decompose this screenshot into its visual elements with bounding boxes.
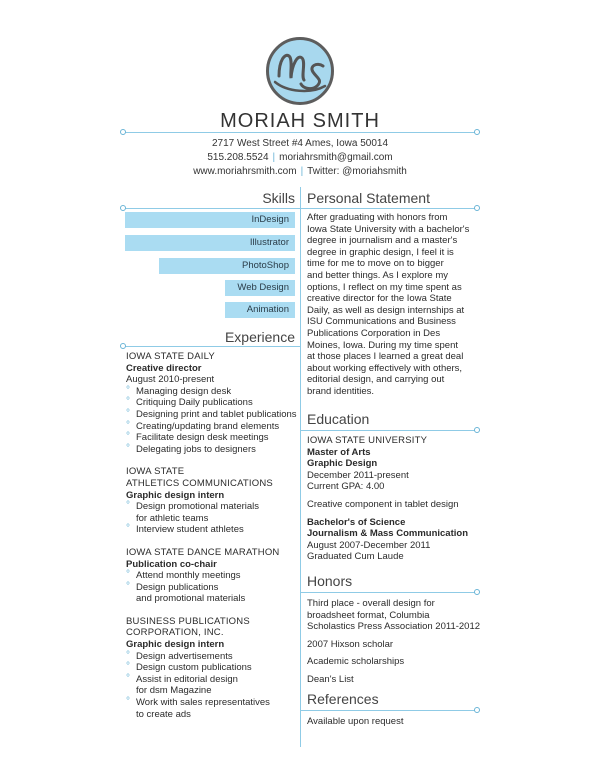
- rule-dot: [474, 129, 480, 135]
- separator: |: [272, 152, 276, 163]
- monogram-logo: [265, 36, 335, 106]
- job-title: Graphic design intern: [126, 639, 225, 651]
- job-bullet: ° Assist in editorial design: [126, 674, 298, 686]
- header-rule: [124, 132, 476, 133]
- job-bullet: ° Interview student athletes: [126, 524, 298, 536]
- rule-dot: [474, 589, 480, 595]
- skills-heading: Skills: [262, 190, 295, 206]
- job-bullet: ° Design custom publications: [126, 662, 298, 674]
- job-bullet: ° Design promotional materials: [126, 501, 298, 513]
- rule-dot: [474, 427, 480, 433]
- job-bullet-continued: to create ads: [136, 708, 191, 720]
- degree-honor: Graduated Cum Laude: [307, 551, 404, 563]
- rule-dot: [474, 205, 480, 211]
- job-bullet: ° Designing print and tablet publications: [126, 409, 298, 421]
- separator: |: [300, 166, 304, 177]
- degree-dates: December 2011-present: [307, 469, 409, 481]
- honor-line: Scholastics Press Association 2011-2012: [307, 621, 481, 633]
- job-org: IOWA STATE DAILY: [126, 351, 215, 362]
- statement-line: Iowa State University with a bachelor's: [307, 223, 470, 235]
- honor-line: broadsheet format, Columbia: [307, 609, 430, 621]
- job-bullet: ° Design publications: [126, 582, 298, 594]
- gpa: Current GPA: 4.00: [307, 481, 385, 493]
- statement-line: and better things. As I explore my: [307, 269, 448, 281]
- job-bullet: ° Attend monthly meetings: [126, 570, 298, 582]
- degree: Master of Arts: [307, 446, 371, 458]
- statement-line: degree in graphic design, I feel it is: [307, 246, 454, 258]
- job-bullet: ° Creating/updating brand elements: [126, 421, 298, 433]
- statement-line: creative director for the Iowa State: [307, 293, 452, 305]
- skill-bar-animation: Animation: [225, 302, 295, 318]
- references-heading: References: [307, 691, 379, 707]
- rule-dot: [120, 205, 126, 211]
- education-rule: [300, 430, 476, 431]
- statement-line: time for me to move on to bigger: [307, 258, 444, 270]
- degree: Bachelor's of Science: [307, 516, 406, 528]
- statement-line: editorial design, and carrying out: [307, 374, 445, 386]
- job-dates: August 2010-present: [126, 374, 215, 386]
- education-list: [307, 435, 479, 563]
- honor-line: Third place - overall design for: [307, 598, 435, 609]
- personal-statement-text: [307, 212, 479, 398]
- references-text: Available upon request: [307, 716, 404, 727]
- job-org: ATHLETICS COMMUNICATIONS: [126, 477, 273, 489]
- website-link[interactable]: www.moriahrsmith.com: [193, 166, 297, 177]
- rule-dot: [474, 707, 480, 713]
- school-name: IOWA STATE UNIVERSITY: [307, 435, 428, 446]
- experience-rule: [124, 346, 300, 347]
- skill-bar-web-design: Web Design: [225, 280, 295, 296]
- job-bullet: ° Design advertisements: [126, 651, 298, 663]
- personal-rule: [300, 208, 476, 209]
- statement-line: at those places I learned a great deal: [307, 351, 464, 363]
- job-title: Publication co-chair: [126, 558, 217, 570]
- statement-line: Moines, Iowa. During my time spent: [307, 339, 459, 351]
- job-bullet-continued: for dsm Magazine: [136, 685, 212, 697]
- job-bullet-continued: for athletic teams: [136, 512, 209, 524]
- honors-heading: Honors: [307, 573, 353, 589]
- column-divider: [300, 187, 301, 747]
- creative-component: Creative component in tablet design: [307, 498, 459, 510]
- candidate-name: MORIAH SMITH: [220, 110, 380, 132]
- rule-dot: [120, 129, 126, 135]
- address: 2717 West Street #4 Ames, Iowa 50014: [211, 138, 389, 149]
- web-twitter-line: [0, 166, 600, 177]
- statement-line: Daily, as well as design internships at: [307, 304, 465, 316]
- skill-bar-photoshop: PhotoShop: [159, 258, 295, 274]
- statement-line: options, I reflect on my time spent as: [307, 281, 462, 293]
- degree-dates: August 2007-December 2011: [307, 539, 431, 551]
- statement-line: Publications Corporation in Des: [307, 327, 441, 339]
- honor-line: Academic scholarships: [307, 656, 405, 668]
- skill-bar-indesign: InDesign: [125, 212, 295, 228]
- statement-line: ISU Communications and Business: [307, 316, 456, 328]
- job-org: CORPORATION, INC.: [126, 627, 224, 639]
- job-bullet: ° Managing design desk: [126, 386, 298, 398]
- job-org: IOWA STATE: [126, 466, 185, 478]
- email-link[interactable]: moriahrsmith@gmail.com: [279, 152, 393, 163]
- honor-line: 2007 Hixson scholar: [307, 638, 394, 650]
- job-bullet: ° Facilitate design desk meetings: [126, 432, 298, 444]
- honor-line: Dean's List: [307, 673, 354, 685]
- honors-rule: [300, 592, 476, 593]
- statement-line: brand identities.: [307, 385, 375, 397]
- statement-line: degree in journalism and a master's: [307, 235, 458, 247]
- degree-field: Graphic Design: [307, 458, 378, 470]
- job-bullet: ° Critiquing Daily publications: [126, 397, 298, 409]
- experience-heading: Experience: [224, 329, 295, 345]
- personal-statement-heading: Personal Statement: [307, 190, 430, 206]
- statement-line: After graduating with honors from: [307, 212, 448, 223]
- job-bullet: ° Work with sales representatives: [126, 697, 298, 709]
- experience-list: [126, 351, 298, 720]
- phone-email-line: [0, 152, 600, 163]
- education-heading: Education: [307, 411, 370, 427]
- rule-dot: [120, 343, 126, 349]
- job-bullet-continued: and promotional materials: [136, 593, 246, 605]
- job-org: IOWA STATE DANCE MARATHON: [126, 546, 280, 558]
- skill-bar-illustrator: Illustrator: [125, 235, 295, 251]
- honors-list: [307, 598, 482, 686]
- phone: 515.208.5524: [207, 152, 269, 163]
- references-rule: [300, 710, 476, 711]
- skills-rule: [124, 208, 300, 209]
- degree-field: Journalism & Mass Communication: [307, 528, 469, 540]
- job-title: Creative director: [126, 362, 202, 374]
- job-bullet: ° Delegating jobs to designers: [126, 444, 298, 456]
- job-org: BUSINESS PUBLICATIONS: [126, 615, 250, 627]
- statement-line: about working effectively with others,: [307, 362, 463, 374]
- job-title: Graphic design intern: [126, 489, 225, 501]
- twitter-handle[interactable]: Twitter: @moriahsmith: [307, 166, 407, 177]
